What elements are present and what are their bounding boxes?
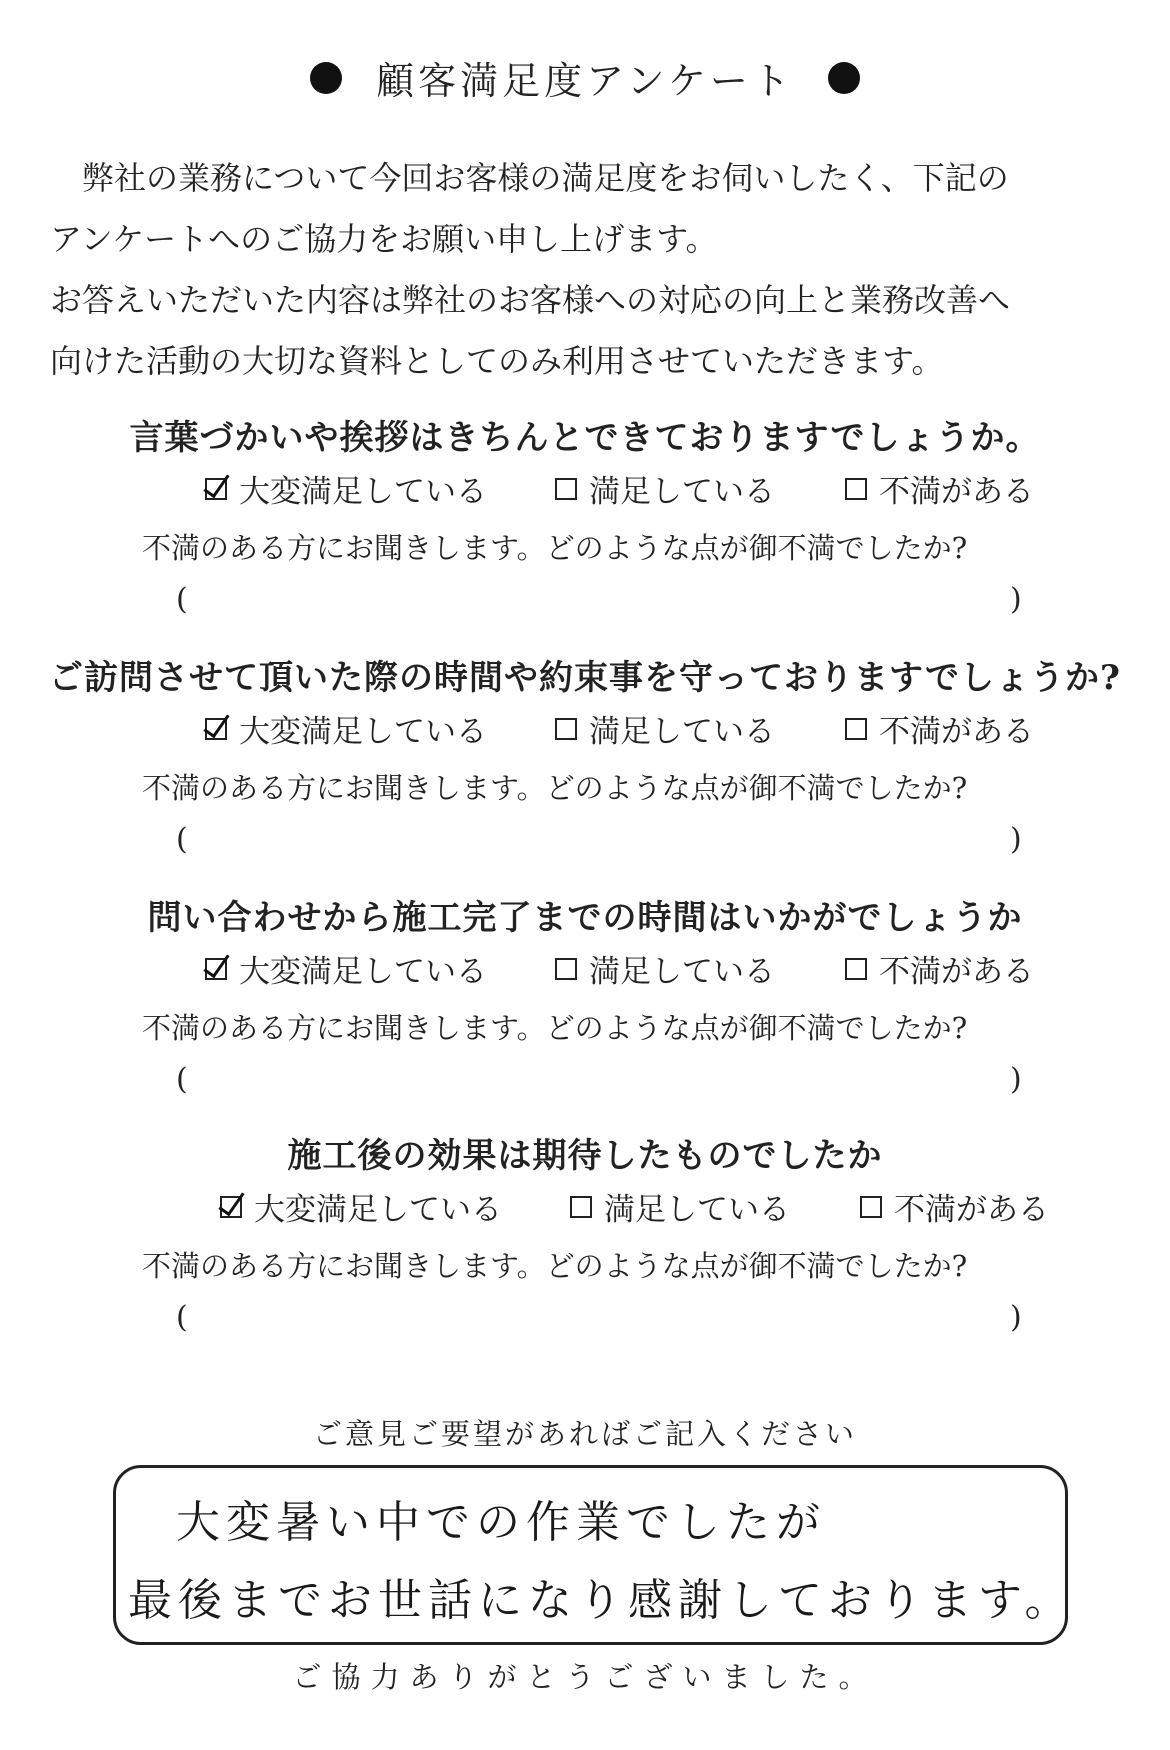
option-label: 大変満足している [239, 714, 487, 750]
answer-paren-close: ) [1010, 822, 1022, 857]
intro-line: お答えいただいた内容は弊社のお客様への対応の向上と業務改善へ [50, 281, 1011, 319]
option-satisfied[interactable] [570, 1184, 860, 1229]
checkbox-icon[interactable] [555, 718, 577, 740]
option-label: 大変満足している [239, 954, 487, 990]
answer-paren-close: ) [1010, 582, 1022, 617]
survey-header [0, 50, 1170, 105]
option-satisfied[interactable] [555, 706, 845, 751]
option-dissatisfied[interactable] [845, 466, 1034, 511]
checkbox-checked-icon[interactable] [205, 718, 227, 740]
answer-paren-close: ) [1010, 1300, 1022, 1335]
option-very-satisfied[interactable] [205, 706, 555, 751]
checkbox-checked-icon[interactable] [205, 958, 227, 980]
comment-request-label: ご意見ご要望があればご記入ください [312, 1417, 857, 1451]
answer-paren-open: ( [176, 1062, 188, 1097]
question-section-4 [0, 1128, 1170, 1363]
checkbox-icon[interactable] [845, 958, 867, 980]
checkbox-icon[interactable] [555, 958, 577, 980]
option-row [220, 1184, 1120, 1229]
answer-paren-open: ( [176, 582, 188, 617]
question-section-3 [0, 890, 1170, 1125]
option-label: 満足している [589, 474, 775, 510]
bullet-dot-icon [828, 62, 860, 94]
question-text: 問い合わせから施工完了までの時間はいかがでしょうか [147, 898, 1023, 938]
option-label: 満足している [589, 954, 775, 990]
option-label: 不満がある [879, 474, 1034, 510]
intro-line: アンケートへのご協力をお願い申し上げます。 [50, 220, 718, 258]
closing-message: ご協力ありがとうございました。 [292, 1660, 878, 1694]
intro-line: 弊社の業務について今回お客様の満足度をお伺いしたく、下記の [82, 159, 1009, 197]
option-label: 大変満足している [254, 1192, 502, 1228]
answer-paren-open: ( [176, 822, 188, 857]
option-row [205, 706, 1105, 751]
checkbox-checked-icon[interactable] [220, 1196, 242, 1218]
comment-box[interactable] [113, 1465, 1075, 1645]
option-very-satisfied[interactable] [205, 946, 555, 991]
option-label: 大変満足している [239, 474, 487, 510]
answer-paren-open: ( [176, 1300, 188, 1335]
option-label: 不満がある [894, 1192, 1049, 1228]
option-label: 不満がある [879, 954, 1034, 990]
survey-title: 顧客満足度アンケート [376, 59, 794, 103]
option-satisfied[interactable] [555, 946, 845, 991]
handwritten-comment-line: 大変暑い中での作業でしたが [176, 1497, 826, 1548]
option-dissatisfied[interactable] [860, 1184, 1049, 1229]
checkbox-icon[interactable] [570, 1196, 592, 1218]
follow-up-question: 不満のある方にお聞きします。どのような点が御不満でしたか? [142, 1249, 968, 1283]
option-label: 不満がある [879, 714, 1034, 750]
question-section-1 [0, 410, 1170, 645]
question-text: ご訪問させて頂いた際の時間や約束事を守っておりますでしょうか? [49, 658, 1121, 698]
option-very-satisfied[interactable] [205, 466, 555, 511]
option-satisfied[interactable] [555, 466, 845, 511]
option-dissatisfied[interactable] [845, 706, 1034, 751]
question-text: 施工後の効果は期待したものでしたか [287, 1136, 883, 1176]
option-very-satisfied[interactable] [220, 1184, 570, 1229]
checkbox-icon[interactable] [845, 718, 867, 740]
handwritten-comment-line: 最後までお世話になり感謝しております。 [128, 1575, 1075, 1626]
option-row [205, 946, 1105, 991]
question-section-2 [0, 650, 1170, 885]
option-row [205, 466, 1105, 511]
bullet-dot-icon [310, 62, 342, 94]
answer-paren-close: ) [1010, 1062, 1022, 1097]
intro-line: 向けた活動の大切な資料としてのみ利用させていただきます。 [50, 342, 944, 380]
option-dissatisfied[interactable] [845, 946, 1034, 991]
intro-text [50, 148, 1130, 392]
option-label: 満足している [604, 1192, 790, 1228]
question-text: 言葉づかいや挨拶はきちんとできておりますでしょうか。 [129, 418, 1041, 458]
checkbox-icon[interactable] [555, 478, 577, 500]
checkbox-icon[interactable] [845, 478, 867, 500]
checkbox-icon[interactable] [860, 1196, 882, 1218]
follow-up-question: 不満のある方にお聞きします。どのような点が御不満でしたか? [142, 771, 968, 805]
checkbox-checked-icon[interactable] [205, 478, 227, 500]
option-label: 満足している [589, 714, 775, 750]
follow-up-question: 不満のある方にお聞きします。どのような点が御不満でしたか? [142, 531, 968, 565]
follow-up-question: 不満のある方にお聞きします。どのような点が御不満でしたか? [142, 1011, 968, 1045]
